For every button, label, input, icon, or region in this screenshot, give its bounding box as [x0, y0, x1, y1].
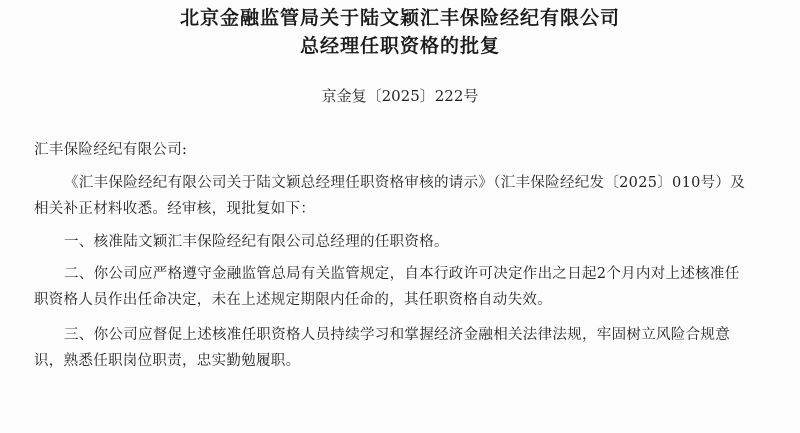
paragraph-line: 二、你公司应严格遵守金融监管总局有关监管规定，自本行政许可决定作出之日起2个月内对上述核准任	[64, 266, 740, 282]
paragraph-line: 相关补正材料收悉。经审核，现批复如下：	[34, 201, 316, 217]
paragraph-line: 识，熟悉任职岗位职责，忠实勤勉履职。	[34, 353, 301, 369]
paragraph-request	[34, 170, 779, 222]
document-number: 京金复〔2025〕222号	[321, 87, 479, 105]
document-title-line-1: 北京金融监管局关于陆文颖汇丰保险经纪有限公司	[179, 7, 620, 29]
document-title-line-2: 总经理任职资格的批复	[299, 35, 500, 57]
paragraph-line: 《汇丰保险经纪有限公司关于陆文颖总经理任职资格审核的请示》（汇丰保险经纪发〔2025〕010号）及	[64, 175, 746, 191]
paragraph-item-3	[34, 322, 779, 374]
paragraph-line: 三、你公司应督促上述核准任职资格人员持续学习和掌握经济金融相关法律法规，牢固树立风险合规意	[64, 327, 730, 343]
paragraph-line: 一、核准陆文颖汇丰保险经纪有限公司总经理的任职资格。	[64, 234, 449, 250]
paragraph-line: 职资格人员作出任命决定，未在上述规定期限内任命的，其任职资格自动失效。	[34, 292, 552, 308]
paragraph-item-2	[34, 261, 779, 313]
salutation: 汇丰保险经纪有限公司:	[34, 142, 188, 158]
paragraph-item-1	[34, 229, 779, 255]
